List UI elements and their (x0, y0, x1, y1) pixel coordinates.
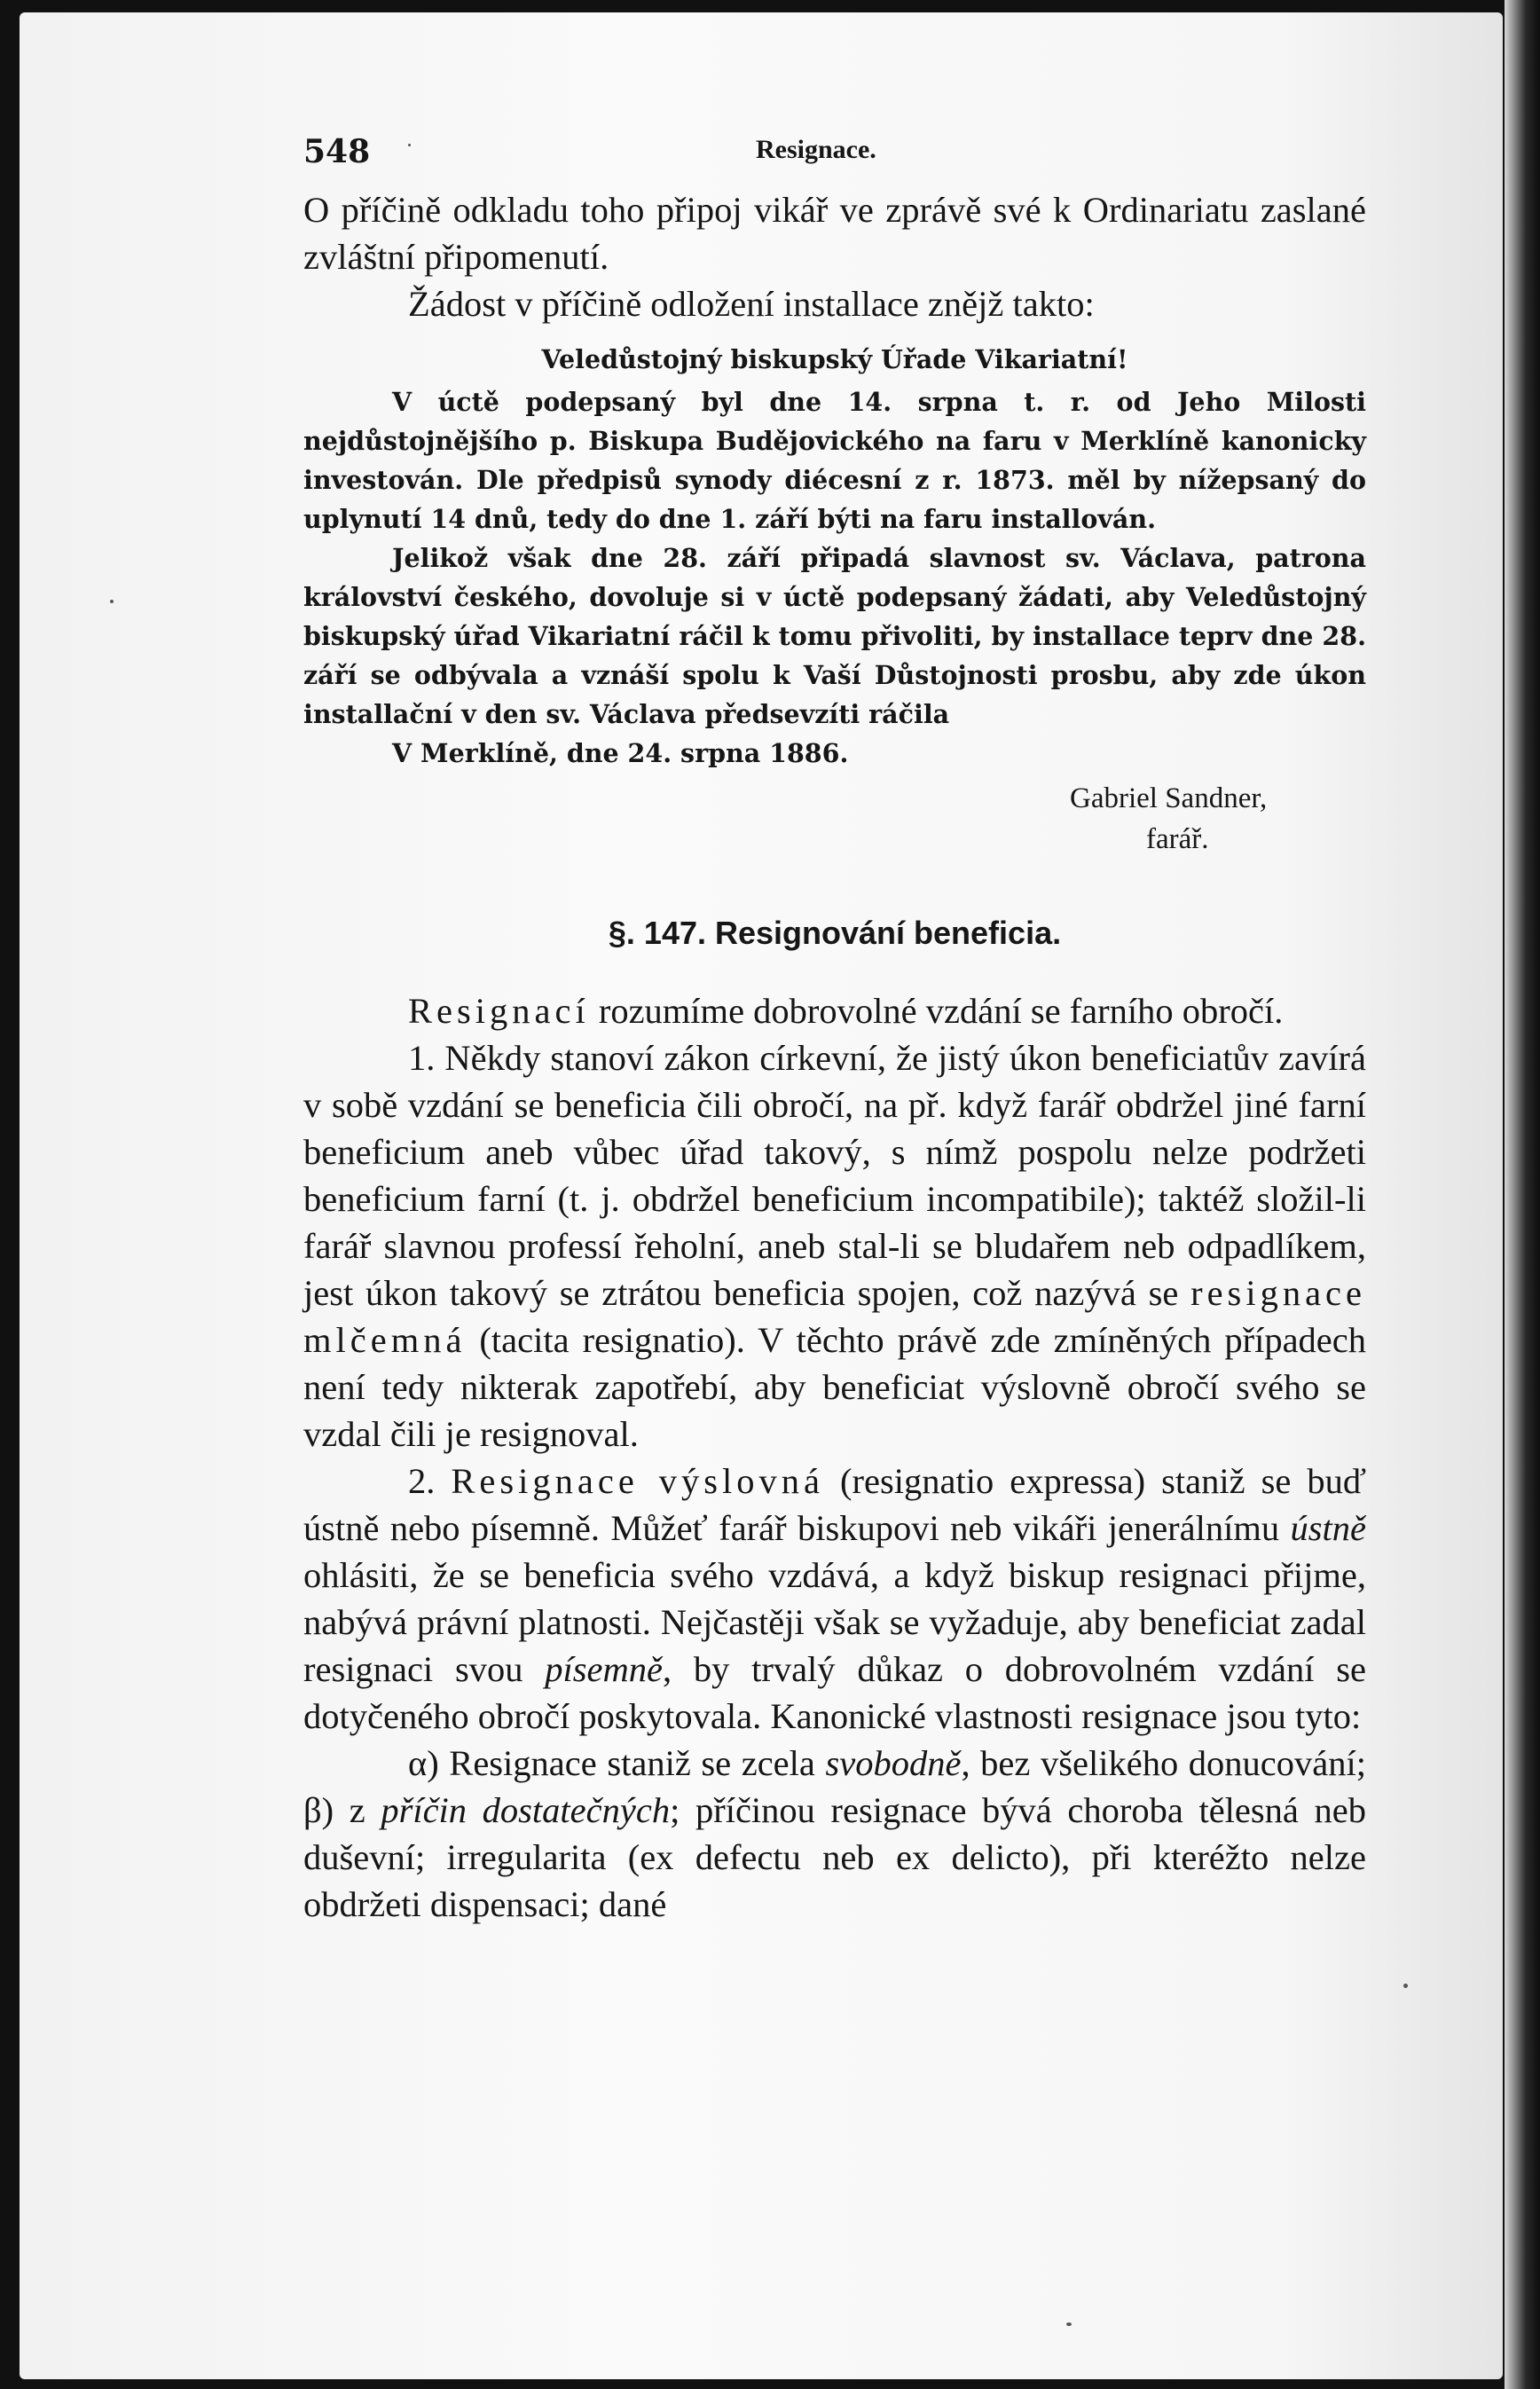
paragraph-2-text-b: ohlásiti, že se beneficia svého vzdává, a když biskup resignaci přijme, nabývá právní platnosti. Nejčastěji však se vyžaduje, aby beneficiat zadal resignaci svou (303, 1555, 1366, 1689)
intro-request (303, 280, 1366, 327)
paragraph-2-text-c: , by trvalý důkaz o dobrovolném vzdání se dotyčeného obročí poskytovala. Kanonické vlastnosti resignace jsou tyto: (303, 1649, 1366, 1736)
definition-paragraph (303, 987, 1366, 1034)
paragraph-3-beta: β) z (303, 1790, 381, 1830)
paragraph-2-text-a: (resignatio expressa) staniž se buď ústně nebo písemně. Můžeť farář biskupovi neb vikáři jenerálnímu (303, 1461, 1367, 1548)
paragraph-2-emphasis-2: písemně (545, 1649, 663, 1689)
paragraph-1-tail: (tacita resignatio). V těchto právě zde zmíněných případech není tedy nikterak zapotřebí, aby beneficiat výslovně obročí svého se vzdal čili je resignoval. (303, 1320, 1366, 1454)
paragraph-1 (303, 1034, 1366, 1458)
paragraph-3-emphasis-2: příčin dostatečných (381, 1790, 671, 1830)
section-heading: §. 147. Resignování beneficia. (608, 915, 1062, 951)
definition-rest: rozumíme dobrovolné vzdání se farního obročí. (589, 991, 1284, 1031)
intro-paragraph (303, 186, 1366, 280)
definition-term: Resignací (408, 991, 590, 1031)
letter-paragraph-2 (303, 538, 1366, 734)
running-head (303, 133, 1366, 186)
paragraph-3-alpha: α) Resignace staniž se zcela (408, 1743, 826, 1783)
paragraph-3-text-b: ; příčinou resignace bývá choroba tělesná neb duševní; irregularita (ex defectu neb ex delicto), při kteréžto nelze obdržeti dispensaci; dané (303, 1790, 1366, 1924)
book-spine-shadow (1505, 0, 1540, 2389)
letter-salutation: Veledůstojný biskupský Úřade Vikariatní! (541, 344, 1128, 374)
letter-paragraph-1-text: V úctě podepsaný byl dne 14. srpna t. r. od Jeho Milosti nejdůstojnějšího p. Biskupa Budějovického na faru v Merklíně kanonicky investován. Dle předpisů synody diécesní z r. 1873. měl by nížepsaný do uplynutí 14 dnů, tedy do dne 1. září býti na faru installován. (303, 387, 1366, 534)
paragraph-3 (303, 1740, 1366, 1928)
paragraph-1-text: 1. Někdy stanoví zákon církevní, že jistý úkon beneficiatův zavírá v sobě vzdání se beneficia čili obročí, na př. když farář obdržel jiné farní beneficium aneb vůbec úřad takový, s nímž pospolu nelze podržeti beneficium farní (t. j. obdržel beneficium incompatibile); taktéž složil-li farář slavnou professí řeholní, aneb stal-li se bludařem neb odpadlíkem, jest úkon takový se ztrátou beneficia spojen, což nazývá se (303, 1038, 1366, 1313)
letter-paragraph-1 (303, 382, 1366, 538)
letter-place-date-text: V Merklíně, dne 24. srpna 1886. (392, 738, 849, 768)
letter-place-date (303, 734, 1366, 773)
paragraph-2-term: Resignace výslovná (451, 1461, 825, 1501)
scan-speck (1066, 2322, 1072, 2326)
letter-paragraph-2-text: Jelikož však dne 28. září připadá slavnost sv. Václava, patrona království českého, dovoluje si v úctě podepsaný žádati, aby Veledůstojný biskupský úřad Vikariatní ráčil k tomu přivoliti, by installace teprv dne 28. září se odbývala a vznáší spolu k Vaší Důstojnosti prosbu, aby zde úkon installační v den sv. Václava předsevzíti ráčila (303, 543, 1366, 729)
page-number: 548 (303, 133, 371, 170)
paragraph-2-emphasis-1: ústně (1290, 1508, 1366, 1548)
letter-block (303, 340, 1366, 860)
letter-signature (303, 778, 1366, 860)
paragraph-1-term: resignace mlčemná (303, 1273, 1366, 1360)
text-column (303, 133, 1366, 1928)
paragraph-2 (303, 1458, 1366, 1740)
scan-speck (110, 600, 114, 603)
paragraph-2-number: 2. (408, 1461, 452, 1501)
signature-role: farář. (1146, 823, 1209, 855)
running-title: Resignace. (756, 135, 876, 164)
scan-speck (408, 144, 411, 146)
scan-speck (1403, 1984, 1408, 1988)
paragraph-3-text-a: , bez všelikého donucování; (961, 1743, 1366, 1783)
paragraph-3-emphasis-1: svobodně (825, 1743, 962, 1783)
intro-line: O příčině odkladu toho připoj vikář ve zprávě své k Ordinariatu zaslané zvláštní připomenutí. (303, 190, 1366, 277)
intro-request-text: Žádost v příčině odložení installace znějž takto: (408, 284, 1095, 324)
signature-name: Gabriel Sandner, (1070, 782, 1268, 814)
